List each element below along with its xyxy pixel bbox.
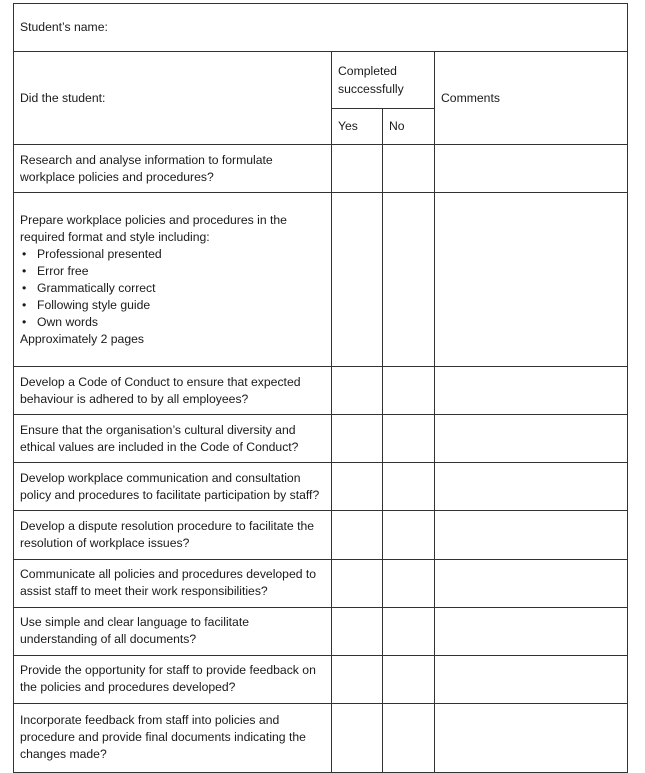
- criterion-text: Develop workplace communication and consultation policy and procedures to facilitate participation by staff?: [14, 463, 332, 511]
- criterion-row: [14, 511, 628, 559]
- criterion-text: Incorporate feedback from staff into policies and procedure and provide final documents indicating the changes made?: [14, 703, 332, 772]
- no-checkbox-cell[interactable]: [383, 559, 435, 607]
- header-row: [14, 52, 628, 109]
- comments-cell[interactable]: [435, 703, 628, 772]
- student-name-label: Student’s name:: [20, 20, 108, 34]
- assessment-checklist-table: [13, 3, 628, 773]
- criterion-text: Use simple and clear language to facilitate understanding of all documents?: [14, 607, 332, 655]
- yes-checkbox-cell[interactable]: [332, 463, 383, 511]
- criterion-row: [14, 703, 628, 772]
- comments-cell[interactable]: [435, 511, 628, 559]
- no-checkbox-cell[interactable]: [383, 145, 435, 193]
- no-checkbox-cell[interactable]: [383, 367, 435, 415]
- completed-header-cell: [332, 52, 435, 109]
- completed-header-line2: successfully: [338, 82, 404, 96]
- comments-header-cell: [435, 52, 628, 145]
- comments-header-label: Comments: [441, 90, 500, 105]
- criterion-text: Ensure that the organisation’s cultural diversity and ethical values are included in the Code of Conduct?: [14, 415, 332, 463]
- yes-checkbox-cell[interactable]: [332, 367, 383, 415]
- criterion-intro: Prepare workplace policies and procedures in the required format and style including:: [20, 212, 287, 244]
- criterion-bullet: • Error free: [37, 263, 325, 280]
- no-checkbox-cell[interactable]: [383, 193, 435, 367]
- no-checkbox-cell[interactable]: [383, 703, 435, 772]
- no-checkbox-cell[interactable]: [383, 463, 435, 511]
- yes-checkbox-cell[interactable]: [332, 415, 383, 463]
- criterion-text: Develop a dispute resolution procedure to facilitate the resolution of workplace issues?: [14, 511, 332, 559]
- comments-cell[interactable]: [435, 655, 628, 703]
- criterion-row: [14, 607, 628, 655]
- yes-checkbox-cell[interactable]: [332, 559, 383, 607]
- yes-checkbox-cell[interactable]: [332, 703, 383, 772]
- criterion-text: [14, 193, 332, 367]
- criterion-bullet: • Own words: [37, 314, 325, 331]
- criterion-row: [14, 463, 628, 511]
- comments-cell[interactable]: [435, 415, 628, 463]
- no-checkbox-cell[interactable]: [383, 415, 435, 463]
- criterion-text: Provide the opportunity for staff to provide feedback on the policies and procedures developed?: [14, 655, 332, 703]
- question-header-label: Did the student:: [20, 90, 106, 105]
- criterion-row: [14, 193, 628, 367]
- yes-checkbox-cell[interactable]: [332, 511, 383, 559]
- yes-checkbox-cell[interactable]: [332, 655, 383, 703]
- criterion-row: [14, 367, 628, 415]
- completed-header-line1: Completed: [338, 64, 397, 78]
- criterion-outro: Approximately 2 pages: [20, 331, 144, 346]
- criterion-bullet: • Professional presented: [37, 246, 325, 263]
- no-header-cell: [383, 109, 435, 145]
- criterion-row: [14, 655, 628, 703]
- comments-cell[interactable]: [435, 367, 628, 415]
- yes-checkbox-cell[interactable]: [332, 145, 383, 193]
- yes-header-label: Yes: [338, 119, 358, 133]
- student-name-field[interactable]: [14, 4, 628, 52]
- criterion-text: Communicate all policies and procedures developed to assist staff to meet their work responsibilities?: [14, 559, 332, 607]
- criterion-bullet-list: [20, 246, 325, 331]
- student-name-row: [14, 4, 628, 52]
- no-header-label: No: [389, 119, 405, 133]
- yes-checkbox-cell[interactable]: [332, 607, 383, 655]
- comments-cell[interactable]: [435, 193, 628, 367]
- criterion-text: Develop a Code of Conduct to ensure that expected behaviour is adhered to by all employees?: [14, 367, 332, 415]
- comments-cell[interactable]: [435, 559, 628, 607]
- yes-checkbox-cell[interactable]: [332, 193, 383, 367]
- comments-cell[interactable]: [435, 145, 628, 193]
- no-checkbox-cell[interactable]: [383, 511, 435, 559]
- criterion-row: [14, 415, 628, 463]
- comments-cell[interactable]: [435, 463, 628, 511]
- criterion-row: [14, 559, 628, 607]
- criterion-row: [14, 145, 628, 193]
- criterion-bullet: • Following style guide: [37, 297, 325, 314]
- no-checkbox-cell[interactable]: [383, 607, 435, 655]
- no-checkbox-cell[interactable]: [383, 655, 435, 703]
- criterion-text: Research and analyse information to formulate workplace policies and procedures?: [14, 145, 332, 193]
- question-header-cell: [14, 52, 332, 145]
- criterion-bullet: • Grammatically correct: [37, 280, 325, 297]
- comments-cell[interactable]: [435, 607, 628, 655]
- yes-header-cell: [332, 109, 383, 145]
